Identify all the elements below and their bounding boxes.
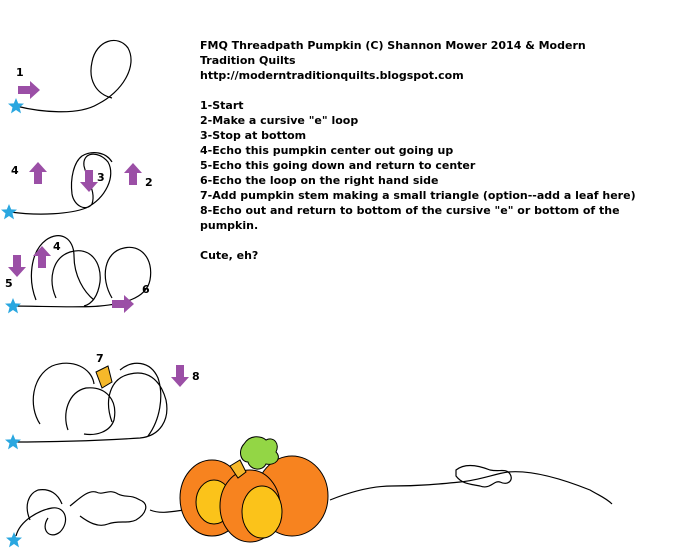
pumpkin-leaf <box>241 437 279 469</box>
arrow-down-icon <box>80 170 98 192</box>
closing-remark: Cute, eh? <box>200 249 259 262</box>
step-number-1: 1 <box>16 66 24 79</box>
instruction-step-6: 6-Echo the loop on the right hand side <box>200 174 439 187</box>
arrow-right-icon-2 <box>112 295 134 313</box>
instruction-step-7: 7-Add pumpkin stem making a small triangle (option--add a leaf here) <box>200 189 636 202</box>
diagram-step-7-8 <box>12 363 167 442</box>
pumpkin-center-inner <box>242 486 282 538</box>
instruction-step-2: 2-Make a cursive "e" loop <box>200 114 359 127</box>
arrow-up-icon-2 <box>124 163 142 185</box>
step-number-4b: 4 <box>53 240 61 253</box>
step-number-8: 8 <box>192 370 200 383</box>
diagram-step-1 <box>16 40 131 111</box>
instruction-step-5: 5-Echo this going down and return to center <box>200 159 476 172</box>
instruction-step-8: 8-Echo out and return to bottom of the cursive "e" or bottom of the pumpkin. <box>200 204 620 232</box>
instruction-step-4: 4-Echo this pumpkin center out going up <box>200 144 454 157</box>
arrow-right-icon <box>18 81 40 99</box>
instructions-url: http://moderntraditionquilts.blogspot.com <box>200 69 464 82</box>
step-number-2: 2 <box>145 176 153 189</box>
step-number-4: 4 <box>11 164 19 177</box>
filled-pumpkin <box>180 437 328 542</box>
thread-path-step-1 <box>16 40 131 111</box>
border-leaf-outline <box>456 465 511 487</box>
arrow-down-icon-2 <box>8 255 26 277</box>
start-star-icon-2 <box>1 204 17 219</box>
arrow-up-icon <box>29 162 47 184</box>
instructions-title: FMQ Threadpath Pumpkin (C) Shannon Mower 2014 & Modern Tradition Quilts <box>200 39 586 67</box>
instruction-step-3: 3-Stop at bottom <box>200 129 307 142</box>
step-number-7: 7 <box>96 352 104 365</box>
arrow-up-icon-3 <box>33 246 51 268</box>
instructions-panel <box>200 38 640 263</box>
start-star-icon <box>8 98 24 113</box>
instruction-step-1: 1-Start <box>200 99 244 112</box>
step-number-5: 5 <box>5 277 13 290</box>
start-star-icon-5 <box>6 532 22 547</box>
thread-path-step-7-8 <box>12 363 167 442</box>
step-number-3: 3 <box>97 171 105 184</box>
step-number-6: 6 <box>142 283 150 296</box>
arrow-down-icon-3 <box>171 365 189 387</box>
diagram-step-4-6 <box>10 236 151 307</box>
pumpkin-stem-triangle <box>96 366 112 388</box>
thread-path-step-4-6 <box>10 236 151 307</box>
